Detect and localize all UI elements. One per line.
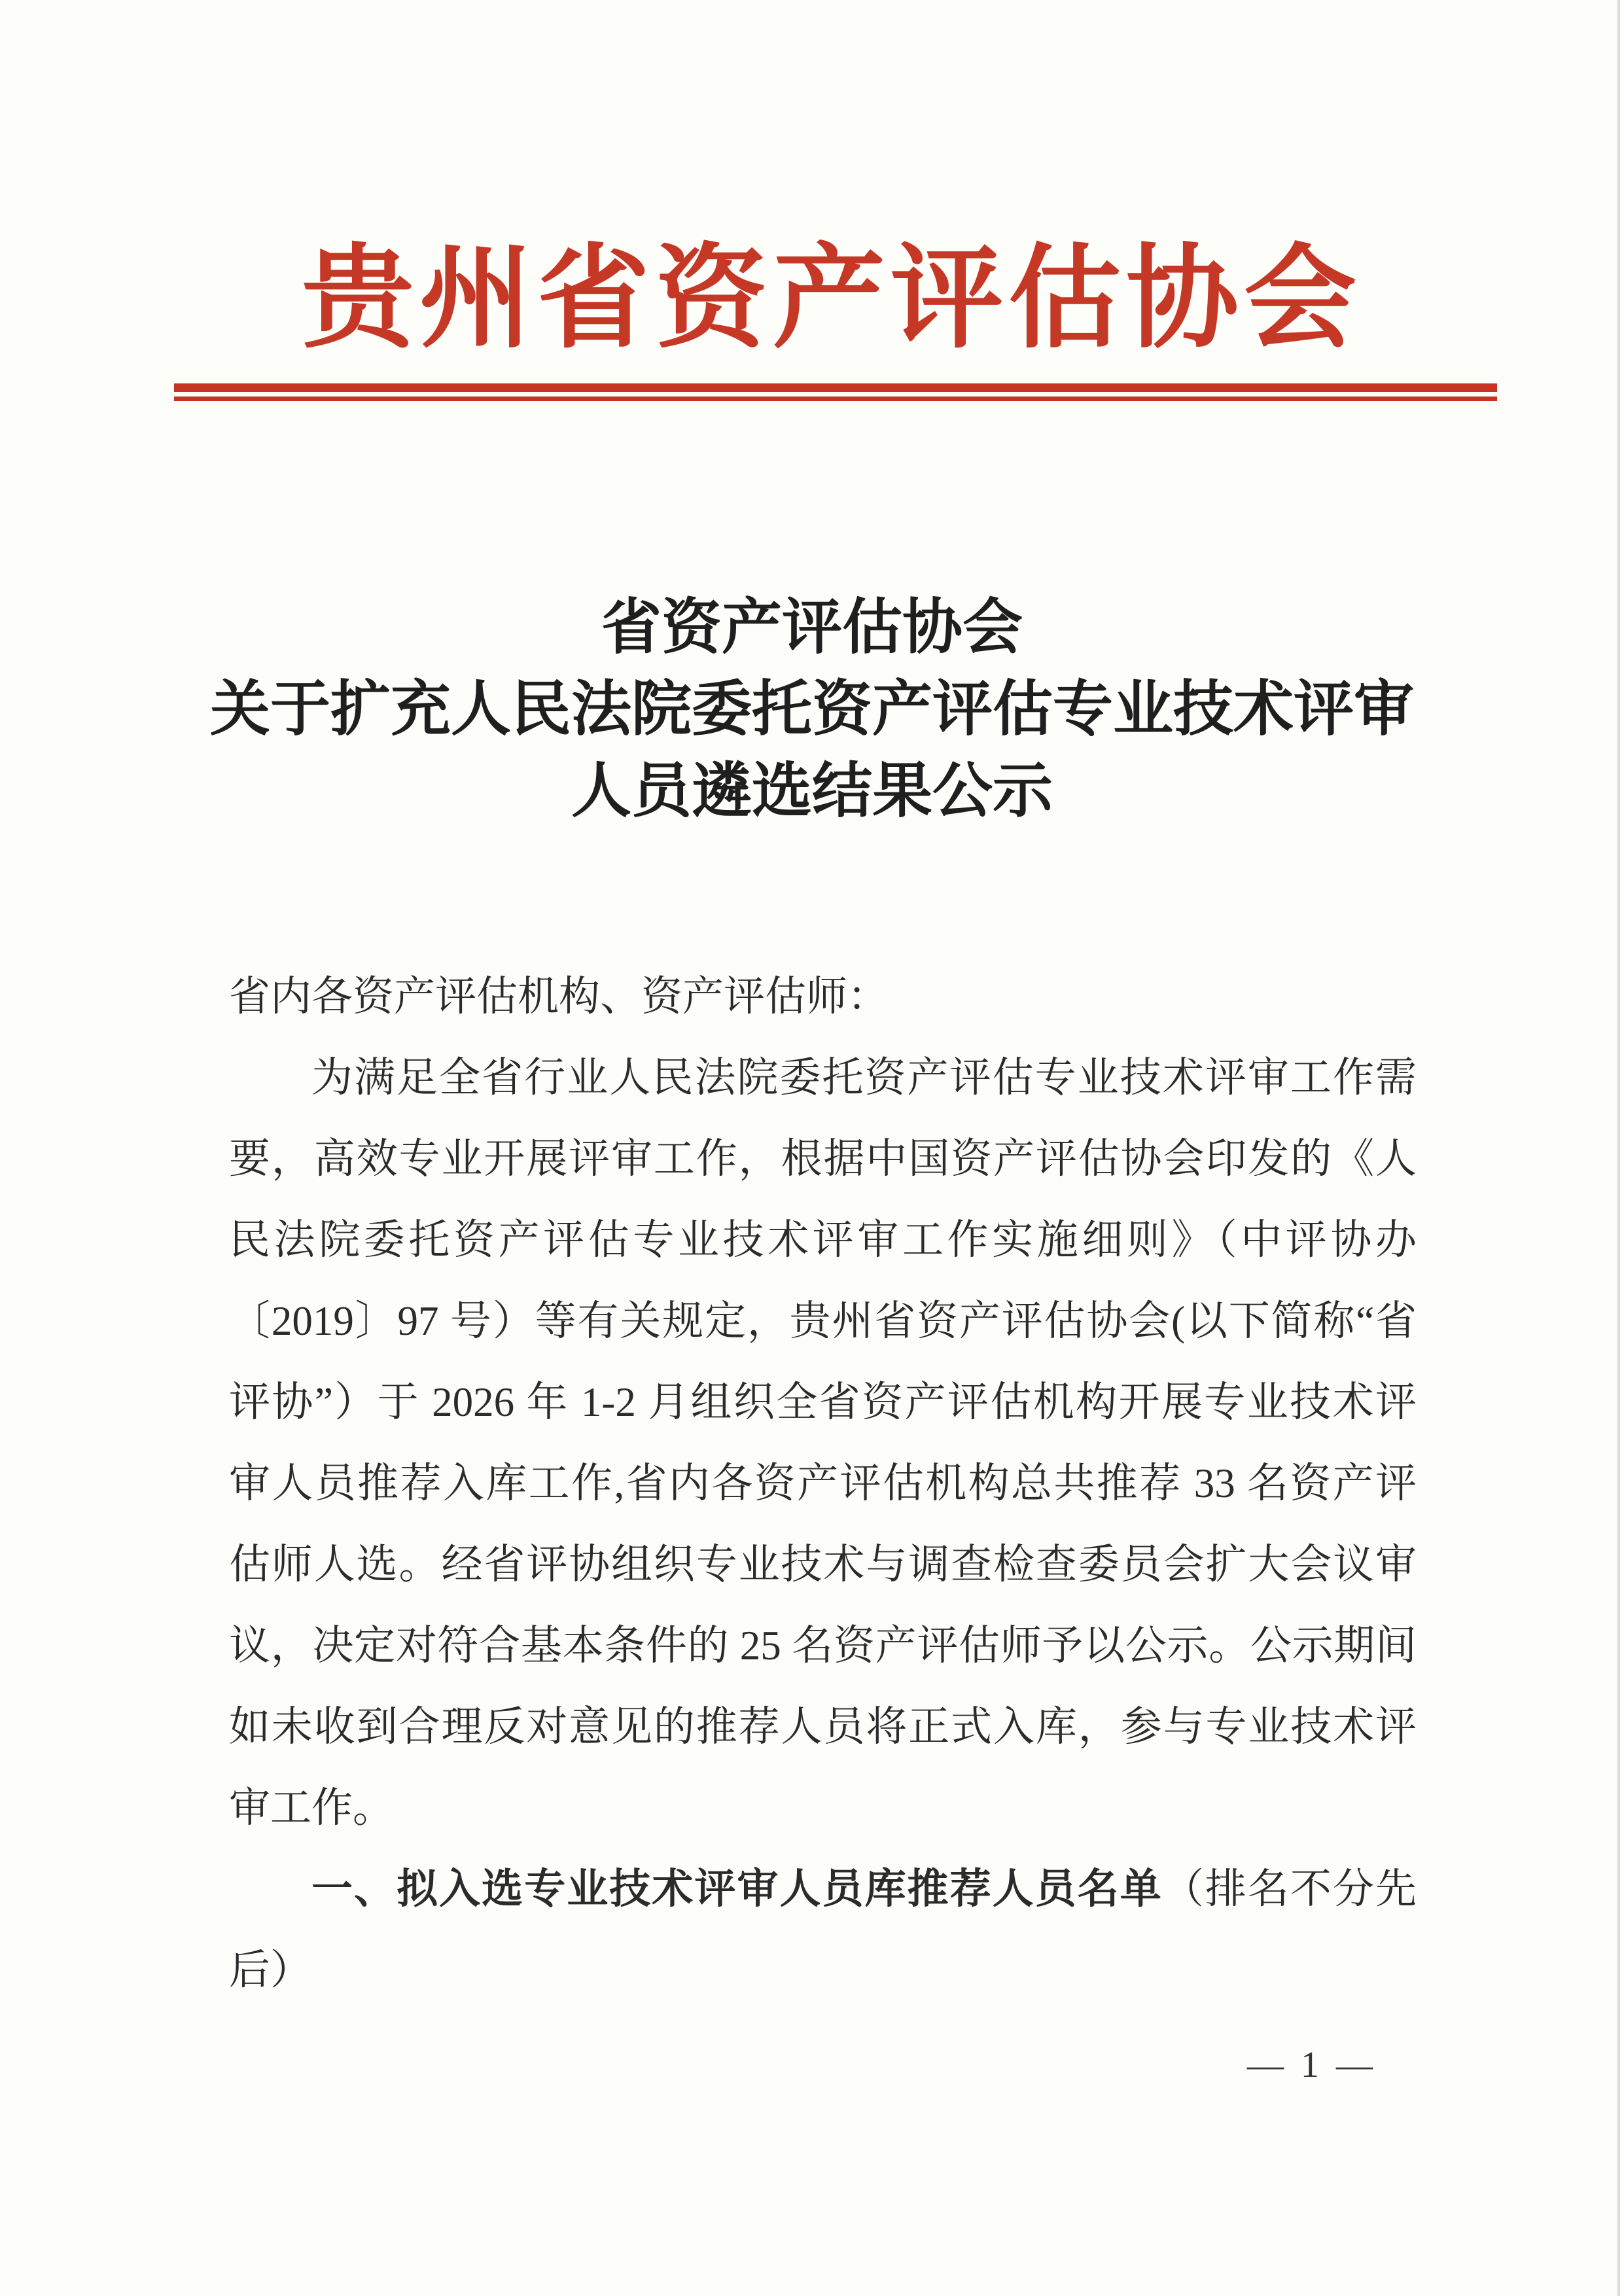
body-line: 民法院委托资产评估专业技术评审工作实施细则》（中评协办	[229, 1217, 1417, 1263]
document-title-line-1: 省资产评估协会	[601, 594, 1023, 661]
section-heading-continuation: 后）	[229, 1947, 311, 1993]
body-line: 估师人选。经省评协组织专业技术与调查检查委员会扩大会议审	[229, 1542, 1417, 1587]
salutation-line: 省内各资产评估机构、资产评估师：	[229, 974, 889, 1019]
section-heading-line	[229, 1848, 1417, 1930]
page-number: — 1 —	[1247, 2045, 1377, 2085]
body-line: 要，高效专业开展评审工作，根据中国资产评估协会印发的《人	[229, 1136, 1417, 1182]
letterhead-rule-thin	[174, 397, 1497, 401]
letterhead-rule-thick	[174, 383, 1497, 392]
document-title-line-2: 关于扩充人民法院委托资产评估专业技术评审	[209, 676, 1414, 743]
body-line: 评协”）于 2026 年 1-2 月组织全省资产评估机构开展专业技术评	[229, 1379, 1417, 1425]
body-line: 审人员推荐入库工作,省内各资产评估机构总共推荐 33 名资产评	[229, 1460, 1417, 1506]
section-heading-bold: 一、拟入选专业技术评审人员库推荐人员名单	[311, 1866, 1163, 1912]
body-line: 议，决定对符合基本条件的 25 名资产评估师予以公示。公示期间	[229, 1623, 1417, 1669]
letterhead-org-name: 贵州省资产评估协会	[302, 238, 1362, 362]
body-line: 审工作。	[229, 1785, 394, 1831]
document-title	[164, 587, 1460, 832]
document-body	[229, 956, 1417, 2011]
body-line: 为满足全省行业人民法院委托资产评估专业技术评审工作需	[311, 1055, 1417, 1101]
scan-edge-artifact	[1617, 0, 1620, 2296]
document-title-line-3: 人员遴选结果公示	[571, 758, 1053, 824]
section-heading-regular: （排名不分先	[1162, 1866, 1417, 1912]
body-line: 〔2019〕97 号）等有关规定，贵州省资产评估协会(以下简称“省	[229, 1298, 1417, 1344]
body-line: 如未收到合理反对意见的推荐人员将正式入库，参与专业技术评	[229, 1704, 1417, 1750]
